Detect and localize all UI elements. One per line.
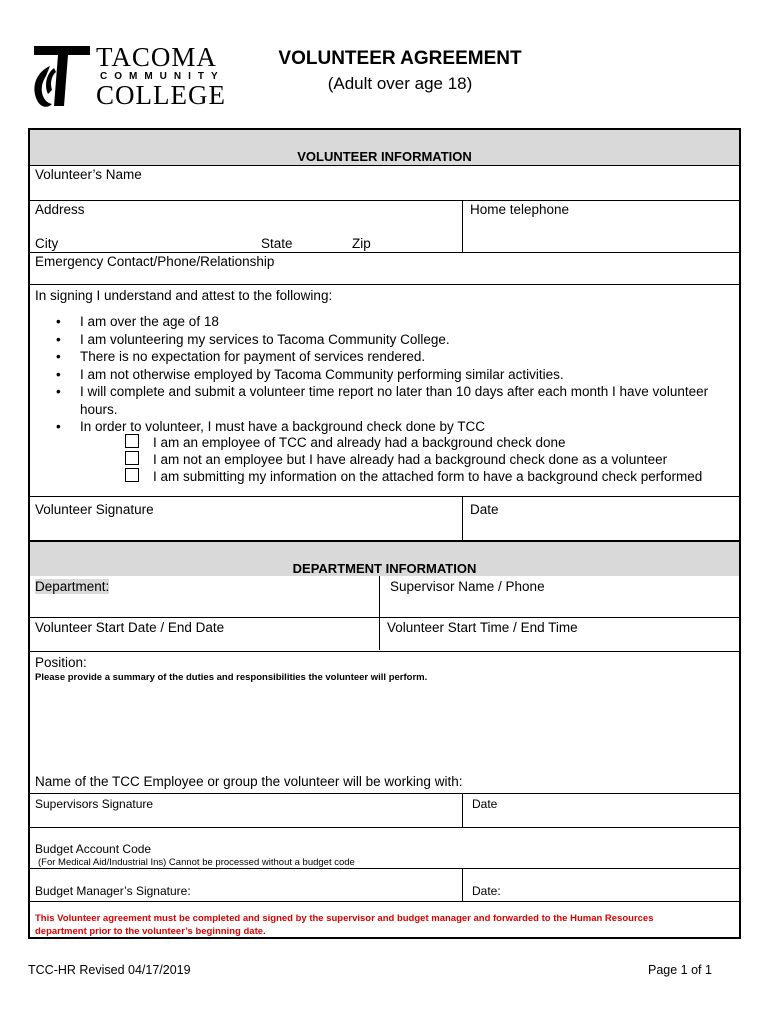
emergency-contact-field[interactable] bbox=[30, 270, 739, 284]
start-time-field[interactable] bbox=[380, 636, 739, 650]
list-item: • I will complete and submit a volunteer time report no later than 10 days after each month I have volunteer hours. bbox=[56, 384, 709, 417]
home-telephone-label: Home telephone bbox=[470, 202, 570, 217]
list-item: • I am over the age of 18 bbox=[56, 314, 219, 329]
budget-code-note: (For Medical Aid/Industrial Ins) Cannot be processed without a budget code bbox=[38, 857, 355, 868]
volunteer-date-label: Date bbox=[470, 502, 499, 517]
volunteer-name-field[interactable] bbox=[30, 184, 739, 200]
logo-line-community: COMMUNITY bbox=[100, 71, 225, 82]
department-label: Department: bbox=[35, 579, 110, 594]
supervisor-signature-label: Supervisors Signature bbox=[35, 797, 154, 811]
supervisor-name-label: Supervisor Name / Phone bbox=[390, 579, 545, 594]
zip-label: Zip bbox=[352, 236, 371, 251]
budget-manager-signature-field[interactable] bbox=[30, 869, 462, 900]
volunteer-signature-label: Volunteer Signature bbox=[35, 502, 154, 517]
background-option-volunteer-checkbox[interactable] bbox=[125, 451, 139, 465]
position-note: Please provide a summary of the duties and responsibilities the volunteer will perform. bbox=[35, 672, 428, 683]
city-label: City bbox=[35, 236, 59, 251]
position-summary-field[interactable] bbox=[30, 688, 739, 772]
logo-line-tacoma: TACOMA bbox=[96, 42, 217, 72]
start-date-field[interactable] bbox=[30, 636, 379, 650]
volunteer-date-field[interactable] bbox=[463, 518, 739, 540]
list-item: • I am volunteering my services to Tacoma Community College. bbox=[56, 331, 450, 347]
list-item: • I am not otherwise employed by Tacoma Community performing similar activities. bbox=[56, 366, 564, 382]
start-time-label: Volunteer Start Time / End Time bbox=[387, 620, 578, 635]
volunteer-info-title: VOLUNTEER INFORMATION bbox=[297, 149, 472, 164]
home-telephone-field[interactable] bbox=[463, 218, 739, 250]
supervisor-name-field[interactable] bbox=[380, 596, 739, 616]
budget-date-label: Date: bbox=[472, 884, 501, 898]
budget-date-field[interactable] bbox=[463, 869, 739, 900]
supervisor-signature-field[interactable] bbox=[30, 812, 462, 826]
list-item: • In order to volunteer, I must have a background check done by TCC bbox=[56, 419, 485, 434]
background-option-employee: I am an employee of TCC and already had a background check done bbox=[125, 434, 566, 450]
budget-manager-signature-label: Budget Manager’s Signature: bbox=[35, 884, 191, 898]
background-option-submit-checkbox[interactable] bbox=[125, 468, 139, 482]
department-info-title: DEPARTMENT INFORMATION bbox=[292, 561, 477, 576]
revision-label: TCC-HR Revised 04/17/2019 bbox=[28, 963, 191, 977]
department-field[interactable] bbox=[30, 596, 379, 616]
supervisor-date-field[interactable] bbox=[463, 812, 739, 826]
start-date-label: Volunteer Start Date / End Date bbox=[35, 620, 225, 635]
position-label: Position: bbox=[35, 655, 87, 670]
volunteer-signature-field[interactable] bbox=[30, 518, 462, 540]
submission-notice-line2: department prior to the volunteer’s beginning date. bbox=[35, 926, 266, 937]
address-label: Address bbox=[35, 202, 85, 217]
emergency-contact-label: Emergency Contact/Phone/Relationship bbox=[35, 254, 275, 269]
background-option-employee-checkbox[interactable] bbox=[125, 434, 139, 448]
tcc-logo-mark bbox=[28, 44, 94, 110]
background-option-submit: I am submitting my information on the attached form to have a background check performed bbox=[125, 468, 702, 484]
submission-notice-line1: This Volunteer agreement must be completed and signed by the supervisor and budget manager and forwarded to the Human Resources bbox=[35, 913, 654, 924]
supervisor-date-label: Date bbox=[472, 797, 498, 811]
address-field[interactable] bbox=[30, 218, 462, 234]
attestation-list bbox=[52, 313, 742, 436]
tcc-logo bbox=[28, 44, 233, 110]
attest-intro: In signing I understand and attest to the following: bbox=[35, 288, 333, 303]
page-number: Page 1 of 1 bbox=[648, 963, 712, 977]
budget-code-label: Budget Account Code bbox=[35, 842, 152, 856]
list-item: • There is no expectation for payment of services rendered. bbox=[56, 349, 426, 364]
logo-line-college: COLLEGE bbox=[96, 80, 226, 110]
state-label: State bbox=[261, 236, 293, 251]
background-option-volunteer: I am not an employee but I have already had a background check done as a volunteer bbox=[125, 451, 667, 467]
volunteer-name-label: Volunteer’s Name bbox=[35, 167, 142, 182]
page-title: VOLUNTEER AGREEMENT bbox=[278, 48, 522, 69]
submission-notice bbox=[35, 912, 735, 938]
page-subtitle: (Adult over age 18) bbox=[327, 74, 473, 93]
tcc-employee-label: Name of the TCC Employee or group the volunteer will be working with: bbox=[35, 774, 463, 789]
